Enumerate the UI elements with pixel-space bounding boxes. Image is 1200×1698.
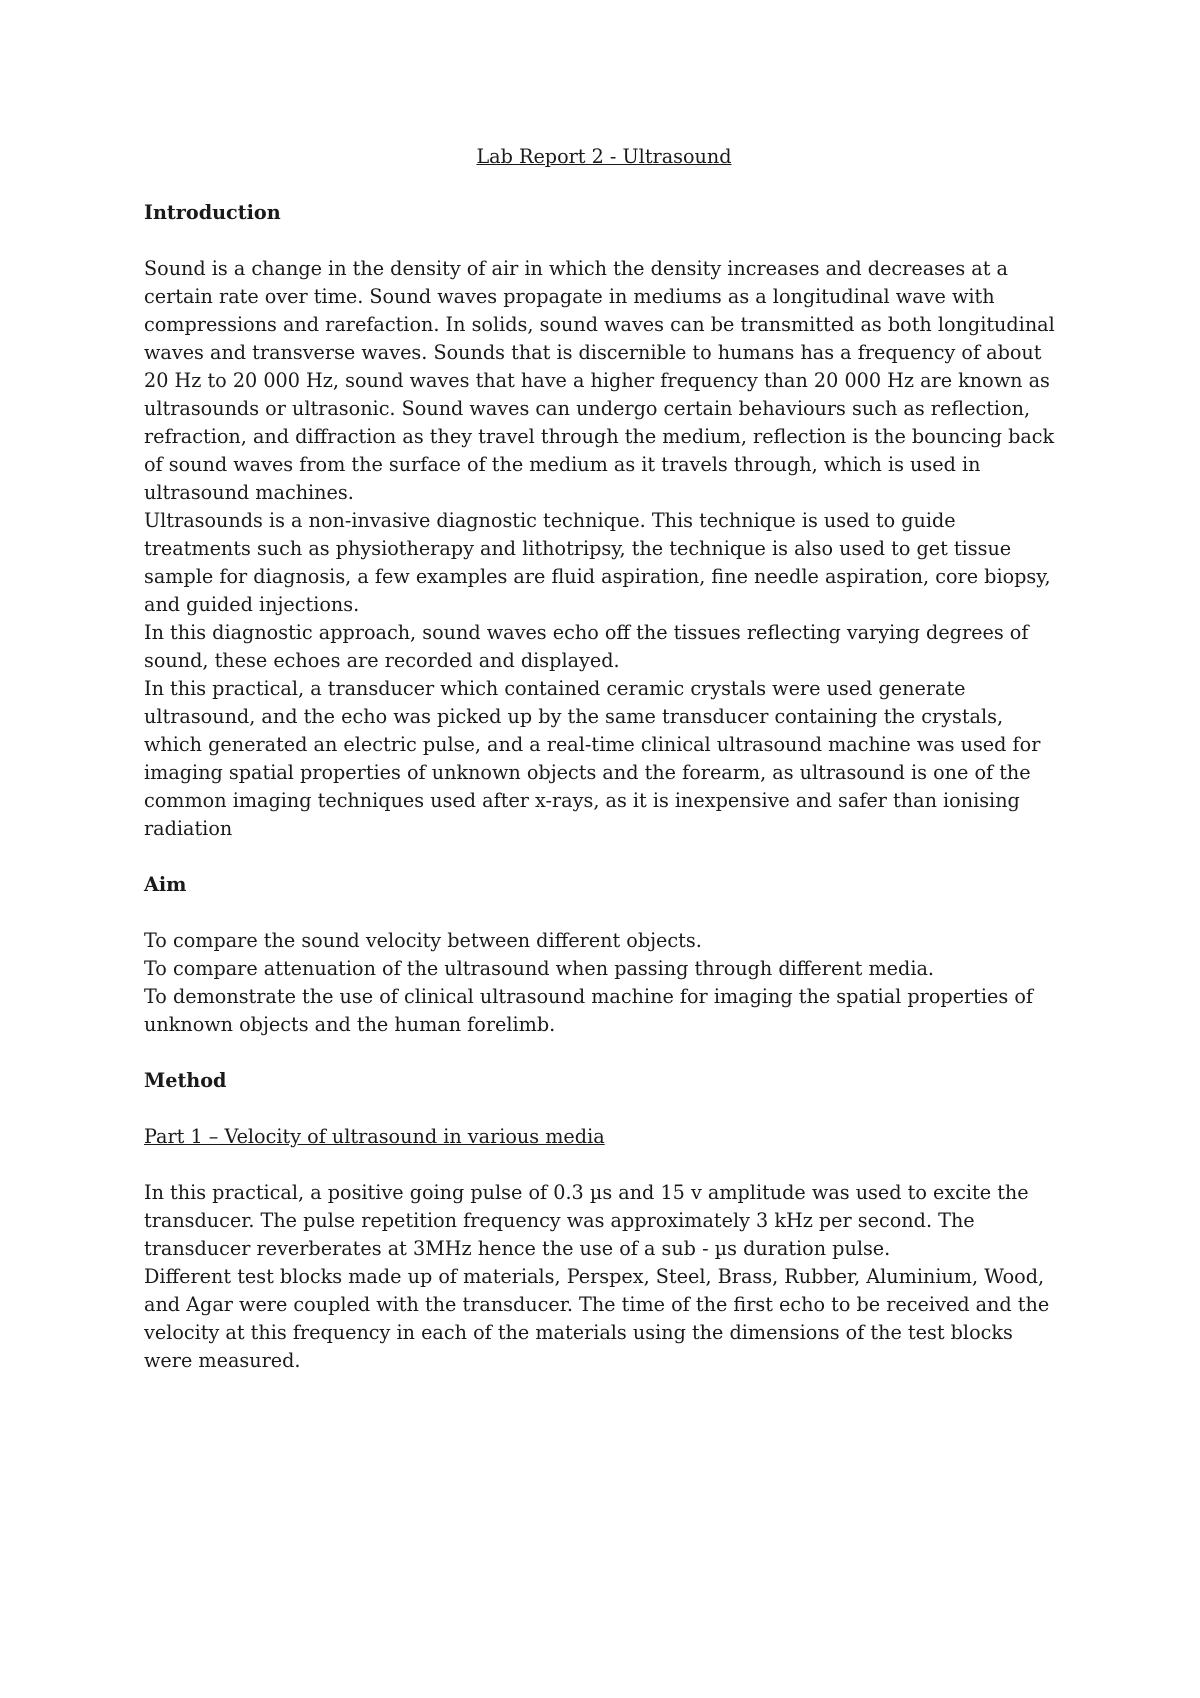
paragraph: To compare attenuation of the ultrasound when passing through different media.: [144, 957, 934, 980]
subsection-heading-part1: Part 1 – Velocity of ultrasound in various media: [144, 1125, 605, 1148]
introduction-body: [144, 255, 1064, 843]
paragraph: In this practical, a positive going pulse of 0.3 µs and 15 v amplitude was used to excite the transducer. The pulse repetition frequency was approximately 3 kHz per second. The transducer reverberates at 3MHz hence the use of a sub - µs duration pulse.: [144, 1181, 1029, 1260]
page-title: Lab Report 2 - Ultrasound: [476, 145, 732, 168]
document-body: [144, 143, 1064, 1403]
paragraph: Sound is a change in the density of air in which the density increases and decreases at a certain rate over time. Sound waves propagate in mediums as a longitudinal wave with compressions and rarefaction. In solids, sound waves can be transmitted as both longitudinal waves and transverse waves. Sounds that is discernible to humans has a frequency of about 20 Hz to 20 000 Hz, sound waves that have a higher frequency than 20 000 Hz are known as ultrasounds or ultrasonic. Sound waves can undergo certain behaviours such as reflection, refraction, and diffraction as they travel through the medium, reflection is the bouncing back of sound waves from the surface of the medium as it travels through, which is used in ultrasound machines.: [144, 257, 1055, 504]
section-heading-method: Method: [144, 1069, 227, 1092]
aim-body: [144, 927, 1064, 1039]
paragraph: To compare the sound velocity between different objects.: [144, 929, 702, 952]
section-heading-aim: Aim: [144, 873, 187, 896]
paragraph: To demonstrate the use of clinical ultrasound machine for imaging the spatial properties of unknown objects and the human forelimb.: [144, 985, 1033, 1036]
paragraph: Ultrasounds is a non-invasive diagnostic technique. This technique is used to guide treatments such as physiotherapy and lithotripsy, the technique is also used to get tissue sample for diagnosis, a few examples are fluid aspiration, fine needle aspiration, core biopsy, and guided injections.: [144, 509, 1051, 616]
paragraph: In this diagnostic approach, sound waves echo off the tissues reflecting varying degrees of sound, these echoes are recorded and displayed.: [144, 621, 1029, 672]
method-part1-body: [144, 1179, 1064, 1375]
section-heading-introduction: Introduction: [144, 201, 281, 224]
paragraph: In this practical, a transducer which contained ceramic crystals were used generate ultrasound, and the echo was picked up by the same transducer containing the crystals, which generated an electric pulse, and a real-time clinical ultrasound machine was used for imaging spatial properties of unknown objects and the forearm, as ultrasound is one of the common imaging techniques used after x-rays, as it is inexpensive and safer than ionising radiation: [144, 677, 1041, 840]
paragraph: Different test blocks made up of materials, Perspex, Steel, Brass, Rubber, Aluminium, Wood, and Agar were coupled with the transducer. The time of the first echo to be received and the velocity at this frequency in each of the materials using the dimensions of the test blocks were measured.: [144, 1265, 1050, 1372]
